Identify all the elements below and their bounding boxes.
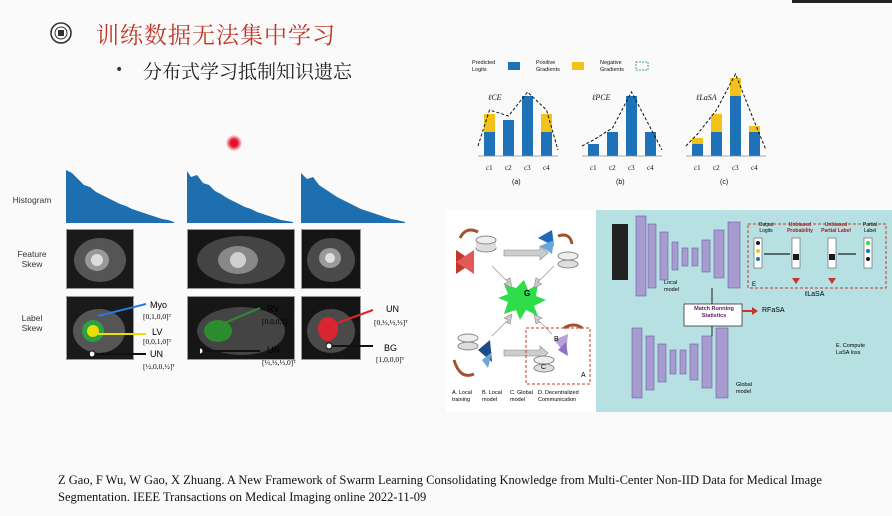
- window-top-bar: [792, 0, 892, 3]
- bar-logit-0-2: [522, 96, 533, 156]
- row-label-histogram-text: Histogram: [12, 195, 52, 205]
- vector-un-1: [½,0,0,½]ᵀ: [143, 362, 176, 371]
- caption-local-model: B. Local model: [482, 390, 502, 403]
- label-lv: LV: [152, 327, 163, 337]
- global-center-star: [498, 280, 546, 320]
- tick-label-1-1: c2: [609, 164, 616, 172]
- tick-label-0-2: c3: [524, 164, 531, 172]
- bar-positive-0-3: [541, 114, 552, 132]
- label-un-1: UN: [150, 349, 163, 359]
- caption-global-model: C. Global model: [510, 390, 533, 403]
- box-letter-b: B: [554, 336, 559, 343]
- arrow-ne: [534, 266, 554, 288]
- mri-feature-3: [301, 229, 361, 289]
- caption-local-training: A. Local training: [452, 390, 472, 403]
- bar-logit-2-2: [730, 96, 741, 156]
- row-label-label-skew: Label Skew: [21, 313, 43, 333]
- bullet-text: 分布式学习抵制知识遗忘: [143, 61, 353, 83]
- vector-un-3: [0,⅓,⅓,⅓]ᵀ: [374, 318, 408, 327]
- legend-label-0-b: Logits: [472, 67, 487, 73]
- legend-swatch-0: [508, 62, 520, 70]
- header-partial-label: Partial Label: [862, 222, 878, 234]
- local-model-label: Local model: [664, 280, 679, 293]
- gradient-bar-chart: [458, 56, 776, 190]
- arrow-sw: [492, 314, 512, 336]
- label-un-2: UN: [267, 345, 280, 355]
- panel-caption-0: (a): [512, 179, 521, 186]
- row-label-histogram: [8, 195, 56, 205]
- bar-logit-2-1: [711, 132, 722, 156]
- vector-rv: [0,0,0,1]ᵀ: [262, 317, 291, 326]
- label-annotations-col3: [325, 296, 385, 358]
- bar-logit-0-1: [503, 120, 514, 156]
- global-model-label: Global model: [736, 382, 752, 395]
- bar-logit-0-0: [484, 132, 495, 156]
- citation-text: Z Gao, F Wu, W Gao, X Zhuang. A New Framework of Swarm Learning Consolidating Knowledge from Multi-Center Non-IID Data for Medical Image Segmentation. IEEE Transactions on Medical Imaging online 2022-11-09: [58, 473, 822, 504]
- label-bg: BG: [384, 343, 398, 353]
- caption-decentralized: D. Decentralized Communication: [538, 390, 579, 403]
- tick-label-2-1: c2: [713, 164, 720, 172]
- header-unbiased-partial-label: Unbiased Partial Label: [821, 222, 851, 234]
- box-letter-c: C: [541, 364, 547, 371]
- bar-positive-2-0: [692, 138, 703, 144]
- legend-label-2: Negative: [600, 60, 622, 66]
- arrow-top: [504, 246, 548, 260]
- tick-label-0-3: c4: [543, 164, 550, 172]
- panel-caption-2: (c): [720, 179, 729, 186]
- histogram-1: [66, 165, 174, 223]
- bar-logit-1-2: [626, 96, 637, 156]
- bar-logit-2-3: [749, 132, 760, 156]
- tick-label-1-3: c4: [647, 164, 654, 172]
- swarm-diagram: [446, 210, 596, 412]
- legend-swatch-1: [572, 62, 584, 70]
- slide-title: 训练数据无法集中学习: [96, 23, 336, 49]
- tick-label-0-0: c1: [486, 164, 493, 172]
- legend-swatch-2: [636, 62, 648, 70]
- bar-logit-1-1: [607, 132, 618, 156]
- arrow-se: [534, 314, 552, 334]
- vector-lv: [0,0,1,0]ᵀ: [143, 337, 172, 346]
- legend-label-0: Predicted: [472, 60, 496, 66]
- histogram-2: [187, 167, 293, 223]
- row-label-feature-skew: Feature Skew: [17, 249, 47, 269]
- label-un-3: UN: [386, 304, 399, 314]
- match-running-statistics: Match Running Statistics: [694, 306, 734, 319]
- tick-label-0-1: c2: [505, 164, 512, 172]
- bar-positive-0-0: [484, 114, 495, 132]
- label-myo: Myo: [150, 300, 168, 310]
- panel-caption-1: (b): [616, 179, 625, 186]
- panel-loss-label-1: ℓPCE: [592, 93, 611, 102]
- university-seal-icon: [50, 22, 72, 44]
- tick-label-2-2: c3: [732, 164, 739, 172]
- vector-myo: [0,1,0,0]ᵀ: [143, 312, 172, 321]
- bar-logit-0-3: [541, 132, 552, 156]
- panel-loss-label-0: ℓCE: [488, 93, 502, 102]
- vector-bg: [1,0,0,0]ᵀ: [376, 355, 405, 364]
- bar-logit-1-0: [588, 144, 599, 156]
- header-output-logits: Output Logits: [758, 222, 774, 234]
- label-annotations-col2: [200, 296, 270, 358]
- tick-label-1-0: c1: [590, 164, 597, 172]
- bar-logit-2-0: [692, 144, 703, 156]
- bar-positive-2-1: [711, 114, 722, 132]
- histogram-3: [301, 167, 405, 223]
- box-letter-a: A: [581, 372, 586, 379]
- panel-loss-label-2: ℓLaSA: [696, 93, 717, 102]
- mri-feature-2: [187, 229, 295, 289]
- mri-feature-1: [66, 229, 134, 289]
- legend-label-1: Positive: [536, 60, 556, 66]
- label-rv: RV: [267, 304, 280, 314]
- laser-pointer-dot: [226, 135, 242, 151]
- arrow-nw: [492, 266, 512, 288]
- loss-lasa-label: ℓLaSA: [805, 291, 825, 298]
- compute-lasa-note: E. Compute LaSA loss: [836, 343, 866, 356]
- bar-positive-2-3: [749, 126, 760, 132]
- tick-label-2-0: c1: [694, 164, 701, 172]
- legend-label-2-b: Gradients: [600, 67, 624, 73]
- vector-un-2: [⅓,⅓,⅓,0]ᵀ: [262, 358, 296, 367]
- e-letter: E: [752, 282, 757, 288]
- legend-label-1-b: Gradients: [536, 67, 560, 73]
- tick-label-1-2: c3: [628, 164, 635, 172]
- tick-label-2-3: c4: [751, 164, 758, 172]
- bullet-dot: •: [115, 62, 124, 78]
- center-label: G: [524, 289, 531, 298]
- header-unbiased-probability: Unbiased Probability: [787, 222, 813, 234]
- r-fasa-label: RFaSA: [762, 307, 785, 314]
